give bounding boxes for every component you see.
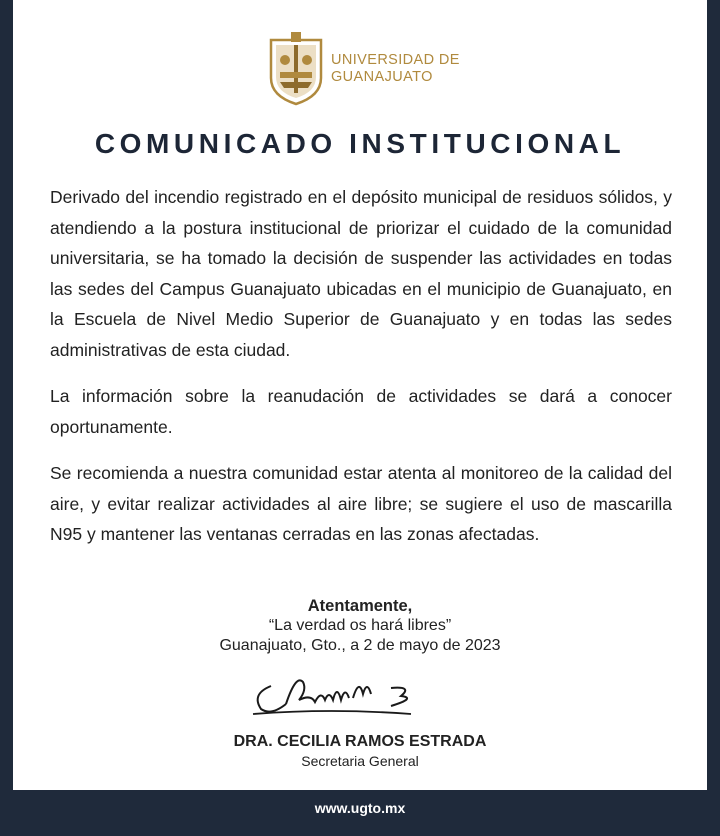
university-name-line-2: GUANAJUATO: [331, 69, 433, 85]
handwritten-signature: [241, 664, 441, 724]
university-crest-icon: [265, 30, 327, 106]
paragraph-2: La información sobre la reanudación de actividades se dará a conocer oportunamente.: [50, 386, 672, 437]
document-page: [13, 0, 707, 790]
signer-role: Secretaria General: [301, 753, 419, 769]
document-title: COMUNICADO INSTITUCIONAL: [94, 128, 626, 159]
signer-name: DRA. CECILIA RAMOS ESTRADA: [233, 733, 487, 750]
document-body: [50, 182, 672, 566]
salutation: Atentamente,: [307, 597, 413, 615]
footer-bar: [0, 790, 720, 826]
paragraph-3: Se recomienda a nuestra comunidad estar atenta al monitoreo de la calidad del aire, y evitar realizar actividades al aire libre; se sugiere el uso de mascarilla N95 y mantener las ventanas cerradas en las zonas afectadas.: [50, 463, 672, 544]
motto: “La verdad os hará libres”: [268, 617, 452, 634]
place-date: Guanajuato, Gto., a 2 de mayo de 2023: [219, 637, 501, 654]
university-name: [331, 52, 501, 86]
paragraph-1: Derivado del incendio registrado en el depósito municipal de residuos sólidos, y atendiendo a la postura institucional de priorizar el cuidado de la comunidad universitaria, se ha tomado la decisión de suspender las actividades en todas las sedes del Campus Guanajuato ubicadas en el municipio de Guanajuato, en la Escuela de Nivel Medio Superior de Guanajuato y en todas las sedes administrativas de esta ciudad.: [50, 187, 672, 360]
website-url[interactable]: www.ugto.mx: [314, 800, 406, 816]
university-name-line-1: UNIVERSIDAD DE: [331, 52, 460, 68]
university-logo: [265, 30, 485, 106]
signer-block: [13, 732, 707, 770]
closing-block: [13, 596, 707, 656]
